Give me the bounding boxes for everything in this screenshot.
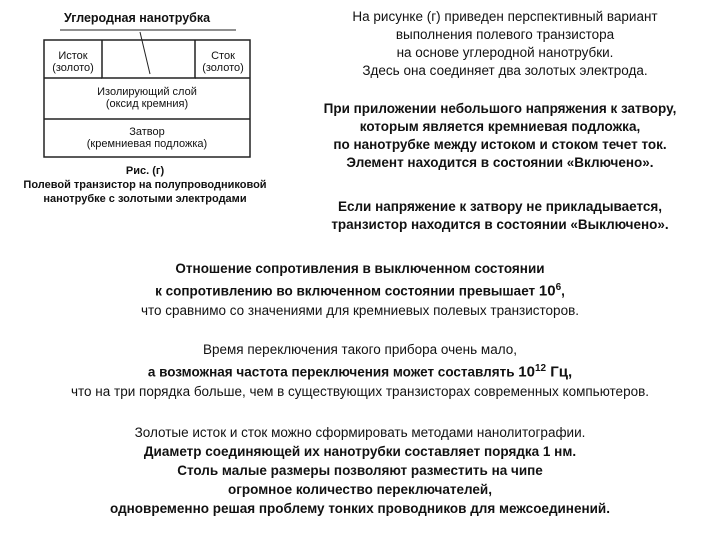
nanotube-pointer xyxy=(140,32,150,74)
nanotube-label: Углеродная нанотрубка xyxy=(64,11,211,25)
p6-line2: Диаметр соединяющей их нанотрубки составляет порядка 1 нм. xyxy=(143,444,577,459)
p5-line3: что на три порядка больше, чем в существующих транзисторах современных компьютеров. xyxy=(70,383,650,399)
paragraph-switching-speed xyxy=(0,340,720,401)
p1-line3: на основе углеродной нанотрубки. xyxy=(396,45,614,60)
paragraph-intro xyxy=(300,8,710,80)
p6-line5: одновременно решая проблему тонких проводников для межсоединений. xyxy=(110,501,610,516)
gate-label-line2: (кремниевая подложка) xyxy=(86,138,208,150)
p2-line3: по нанотрубке между истоком и стоком течет ток. xyxy=(333,137,667,152)
p4-line2-suffix: , xyxy=(561,283,565,299)
p4-power-exp: 6 xyxy=(555,282,562,293)
p5-power-exp: 12 xyxy=(534,363,547,374)
paragraph-off-state xyxy=(280,198,720,234)
insulator-label-line1: Изолирующий слой xyxy=(97,86,197,98)
caption-line1: Рис. (г) xyxy=(125,165,165,177)
p6-line1: Золотые исток и сток можно сформировать методами нанолитографии. xyxy=(134,425,586,440)
transistor-diagram xyxy=(0,0,290,220)
drain-label-line1: Сток xyxy=(211,50,235,62)
p2-line4: Элемент находится в состоянии «Включено». xyxy=(346,155,654,170)
p4-power-base: 10 xyxy=(538,282,556,300)
p5-line2-prefix: а возможная частота переключения может составлять xyxy=(147,364,519,380)
p2-line2: которым является кремниевая подложка, xyxy=(359,119,641,134)
insulator-label xyxy=(44,86,250,110)
p5-line2 xyxy=(0,359,720,382)
source-label xyxy=(48,50,98,74)
p5-line1: Время переключения такого прибора очень мало, xyxy=(203,342,517,357)
source-label-line1: Исток xyxy=(58,50,88,62)
paragraph-fabrication xyxy=(0,423,720,518)
insulator-label-line2: (оксид кремния) xyxy=(105,98,189,110)
caption-line2: Полевой транзистор на полупроводниковой xyxy=(23,179,267,191)
nanotube-channel xyxy=(102,40,195,78)
caption-line3: нанотрубке с золотыми электродами xyxy=(43,193,247,205)
p6-line4: огромное количество переключателей, xyxy=(228,482,492,497)
p4-line3: что сравнимо со значениями для кремниевых полевых транзисторов. xyxy=(140,302,580,318)
p3-line1: Если напряжение к затвору не прикладывается, xyxy=(337,199,663,214)
drain-label xyxy=(198,50,248,74)
gate-label xyxy=(44,126,250,150)
source-label-line2: (золото) xyxy=(52,62,94,74)
p3-line2: транзистор находится в состоянии «Выключено». xyxy=(331,217,669,232)
p4-line1: Отношение сопротивления в выключенном состоянии xyxy=(175,261,545,276)
drain-label-line2: (золото) xyxy=(202,62,244,74)
gate-label-line1: Затвор xyxy=(129,126,165,138)
paragraph-on-state xyxy=(280,100,720,172)
figure-caption xyxy=(0,164,290,206)
p1-line4: Здесь она соединяет два золотых электрода. xyxy=(362,63,648,78)
p1-line1: На рисунке (г) приведен перспективный вариант xyxy=(352,9,658,24)
p5-unit: Гц, xyxy=(546,363,573,381)
p2-line1: При приложении небольшого напряжения к затвору, xyxy=(323,101,677,116)
p4-line2-prefix: к сопротивлению во включенном состоянии превышает xyxy=(155,283,539,299)
p4-line2 xyxy=(0,278,720,301)
p6-line3: Столь малые размеры позволяют разместить на чипе xyxy=(177,463,543,478)
p1-line2: выполнения полевого транзистора xyxy=(395,27,615,42)
paragraph-resistance-ratio xyxy=(0,259,720,320)
p5-power-base: 10 xyxy=(518,363,535,381)
